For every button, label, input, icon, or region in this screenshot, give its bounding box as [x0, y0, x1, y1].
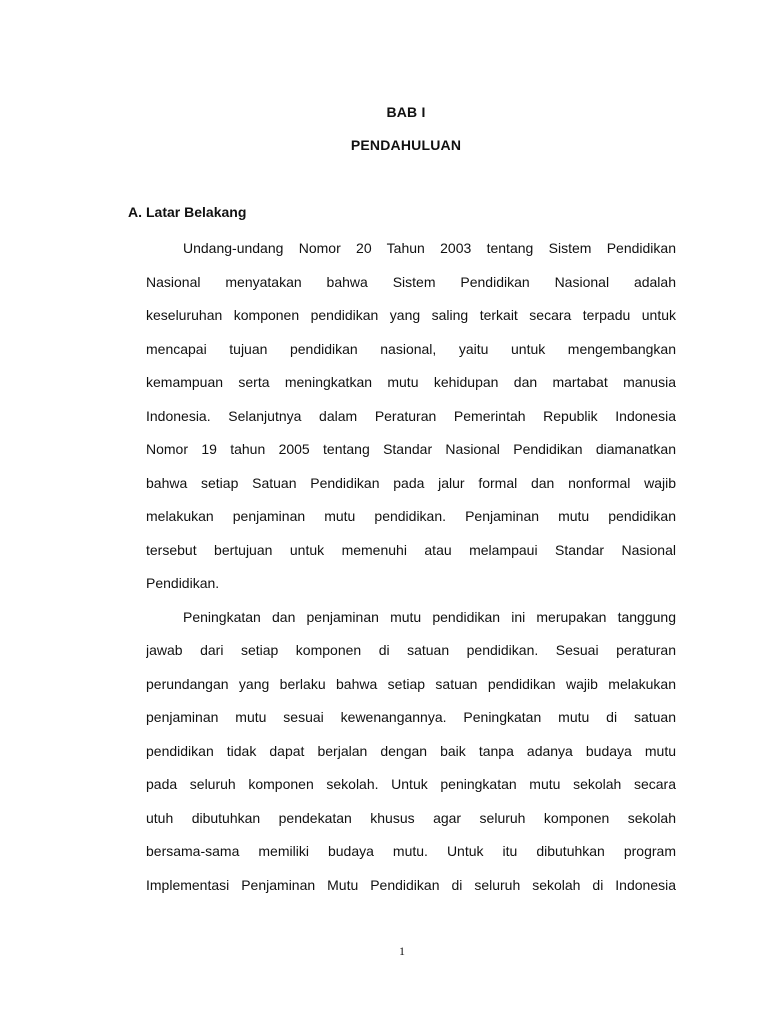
paragraph-2-line-5: pendidikan tidak dapat berjalan dengan baik tanpa adanya budaya mutu [146, 742, 676, 759]
section-title: Latar Belakang [146, 204, 247, 220]
paragraph-2-line-8: bersama-sama memiliki budaya mutu. Untuk itu dibutuhkan program [146, 843, 676, 859]
paragraph-2-line-3: perundangan yang berlaku bahwa setiap satuan pendidikan wajib melakukan [146, 675, 676, 692]
paragraph-1-line-9: melakukan penjaminan mutu pendidikan. Penjaminan mutu pendidikan [146, 508, 676, 524]
chapter-number: BAB I [386, 104, 426, 120]
paragraph-1-line-3: keseluruhan komponen pendidikan yang saling terkait secara terpadu untuk [146, 307, 676, 323]
paragraph-1-line-5: kemampuan serta meningkatkan mutu kehidupan dan martabat manusia [146, 374, 676, 390]
chapter-title: PENDAHULUAN [350, 137, 462, 153]
paragraph-2-line-4: penjaminan mutu sesuai kewenangannya. Peningkatan mutu di satuan [146, 709, 676, 725]
paragraph-1-line-11: Pendidikan. [146, 575, 220, 591]
paragraph-2-line-9: Implementasi Penjaminan Mutu Pendidikan di seluruh sekolah di Indonesia [146, 876, 676, 893]
paragraph-2-line-2: jawab dari setiap komponen di satuan pendidikan. Sesuai peraturan [146, 642, 676, 658]
body-text [146, 232, 676, 902]
paragraph-2-line-7: utuh dibutuhkan pendekatan khusus agar seluruh komponen sekolah [146, 809, 676, 826]
section-heading [128, 204, 246, 220]
paragraph-2-line-6: pada seluruh komponen sekolah. Untuk peningkatan mutu sekolah secara [146, 776, 676, 792]
paragraph-1-line-2: Nasional menyatakan bahwa Sistem Pendidikan Nasional adalah [146, 273, 676, 290]
paragraph-1-line-1: Undang-undang Nomor 20 Tahun 2003 tentang Sistem Pendidikan [183, 240, 676, 256]
page-number: 1 [399, 944, 405, 958]
paragraph-1-line-6: Indonesia. Selanjutnya dalam Peraturan Pemerintah Republik Indonesia [146, 407, 676, 424]
paragraph-1-line-8: bahwa setiap Satuan Pendidikan pada jalur formal dan nonformal wajib [146, 474, 676, 491]
paragraph-1-line-7: Nomor 19 tahun 2005 tentang Standar Nasional Pendidikan diamanatkan [146, 441, 676, 457]
paragraph-2-line-1: Peningkatan dan penjaminan mutu pendidikan ini merupakan tanggung [183, 608, 676, 625]
section-letter: A. [128, 204, 142, 220]
paragraph-1-line-4: mencapai tujuan pendidikan nasional, yaitu untuk mengembangkan [146, 340, 676, 357]
paragraph-1-line-10: tersebut bertujuan untuk memenuhi atau melampaui Standar Nasional [146, 541, 676, 558]
